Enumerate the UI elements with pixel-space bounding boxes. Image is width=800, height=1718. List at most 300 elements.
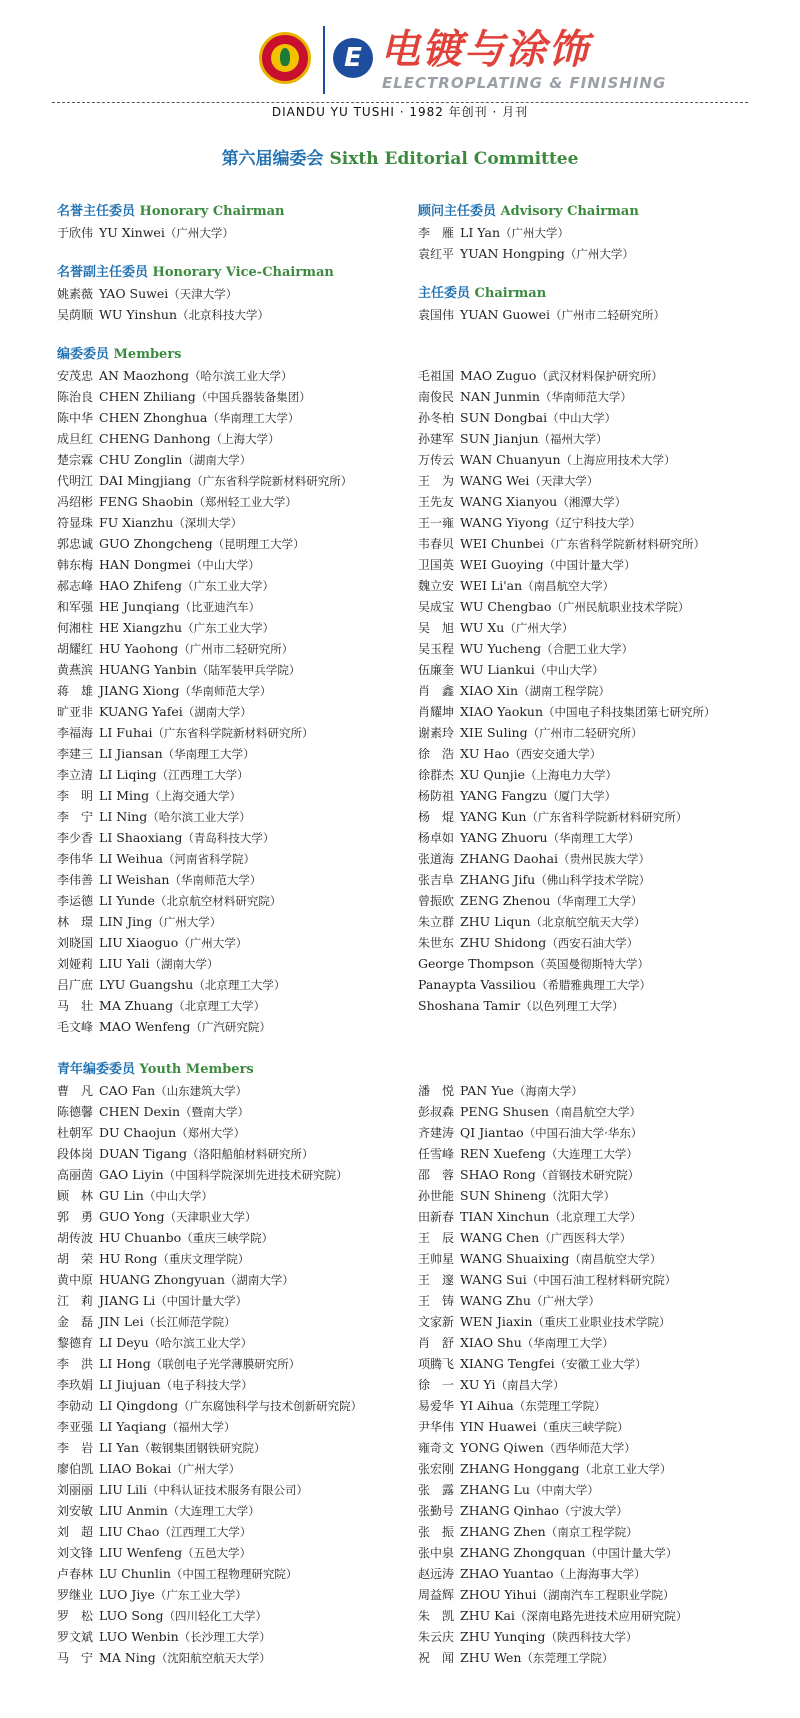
journal-name-en: ELECTROPLATING & FINISHING bbox=[382, 74, 667, 92]
member-name-cn: 李伟善 bbox=[57, 873, 94, 887]
member-affiliation: （福州大学） bbox=[538, 432, 608, 446]
member-affiliation: （中山大学） bbox=[143, 1189, 213, 1203]
member-affiliation: （电子科技大学） bbox=[160, 1378, 253, 1392]
member-name-en: JIANG Xiong bbox=[99, 683, 180, 698]
member-affiliation: （深圳大学） bbox=[173, 516, 243, 530]
member-name-cn: 吴 旭 bbox=[418, 621, 455, 635]
member-name-cn: 蒋 雄 bbox=[57, 684, 94, 698]
committee-member bbox=[57, 1626, 362, 1647]
member-name-cn: 王 邃 bbox=[418, 1273, 455, 1287]
member-affiliation: （辽宁科技大学） bbox=[548, 516, 641, 530]
committee-member bbox=[418, 407, 716, 428]
member-name-cn: 李立清 bbox=[57, 768, 94, 782]
member-name-en: LI Hong bbox=[99, 1356, 151, 1371]
committee-member bbox=[57, 283, 334, 304]
member-name-en: HE Junqiang bbox=[99, 599, 180, 614]
member-name-cn: 刘娅莉 bbox=[57, 957, 94, 971]
committee-member bbox=[418, 1311, 687, 1332]
section-members-left bbox=[57, 344, 352, 1037]
member-affiliation: （比亚迪汽车） bbox=[179, 600, 261, 614]
section-members-right bbox=[418, 365, 716, 1016]
member-name-en: ZHANG Qinhao bbox=[460, 1503, 559, 1518]
member-affiliation: （暨南大学） bbox=[180, 1105, 250, 1119]
member-name-cn: 曹 凡 bbox=[57, 1084, 94, 1098]
committee-member bbox=[57, 806, 352, 827]
member-name-cn: 王 为 bbox=[418, 474, 455, 488]
committee-member bbox=[57, 848, 352, 869]
member-affiliation: （华南师范大学） bbox=[169, 873, 262, 887]
member-affiliation: （广州大学） bbox=[178, 936, 248, 950]
committee-member bbox=[57, 1563, 362, 1584]
member-name-en: WAN Chuanyun bbox=[460, 452, 561, 467]
member-affiliation: （广州大学） bbox=[504, 621, 574, 635]
committee-member bbox=[57, 1437, 362, 1458]
committee-member bbox=[418, 1227, 687, 1248]
member-affiliation: （广州大学） bbox=[500, 226, 570, 240]
member-name-en: PENG Shusen bbox=[460, 1104, 549, 1119]
committee-member bbox=[418, 1122, 687, 1143]
member-name-en: PAN Yue bbox=[460, 1083, 514, 1098]
member-name-en: WEI Chunbei bbox=[460, 536, 545, 551]
member-affiliation: （上海海事大学） bbox=[553, 1567, 646, 1581]
committee-member bbox=[57, 827, 352, 848]
member-name-en: XU Qunjie bbox=[460, 767, 526, 782]
member-affiliation: （长沙理工大学） bbox=[178, 1630, 271, 1644]
member-name-en: LI Fuhai bbox=[99, 725, 153, 740]
committee-member bbox=[418, 1437, 687, 1458]
member-name-cn: 马 壮 bbox=[57, 999, 94, 1013]
member-name-cn: 王 辰 bbox=[418, 1231, 455, 1245]
member-affiliation: （沈阳航空航天大学） bbox=[155, 1651, 271, 1665]
member-name-en: HU Yaohong bbox=[99, 641, 179, 656]
member-name-en: LIU Wenfeng bbox=[99, 1545, 183, 1560]
committee-member bbox=[57, 1016, 352, 1037]
member-name-en: YAO Suwei bbox=[99, 286, 169, 301]
member-name-cn: 符显珠 bbox=[57, 516, 94, 530]
member-name-en: XIAO Xin bbox=[460, 683, 519, 698]
member-affiliation: （东莞理工学院） bbox=[521, 1651, 614, 1665]
committee-member bbox=[57, 974, 352, 995]
member-name-cn: 谢素玲 bbox=[418, 726, 455, 740]
member-name-en: YANG Fangzu bbox=[460, 788, 548, 803]
committee-member bbox=[57, 869, 352, 890]
member-affiliation: （重庆工业职业技术学院） bbox=[532, 1315, 671, 1329]
member-affiliation: （南昌航空大学） bbox=[569, 1252, 662, 1266]
member-affiliation: （武汉材料保护研究所） bbox=[536, 369, 663, 383]
member-name-en: QI Jiantao bbox=[460, 1125, 524, 1140]
member-affiliation: （西华师范大学） bbox=[543, 1441, 636, 1455]
member-name-cn: 李 洪 bbox=[57, 1357, 94, 1371]
committee-member bbox=[57, 1269, 362, 1290]
logo-divider bbox=[323, 26, 325, 94]
member-name-en: SUN Jianjun bbox=[460, 431, 539, 446]
committee-member bbox=[57, 1101, 362, 1122]
committee-member bbox=[57, 449, 352, 470]
member-affiliation: （重庆三峡学院） bbox=[181, 1231, 274, 1245]
member-name-en: WU Xu bbox=[460, 620, 505, 635]
member-name-en: LI Liqing bbox=[99, 767, 157, 782]
member-affiliation: （哈尔滨工业大学） bbox=[188, 369, 293, 383]
member-affiliation: （湖南汽车工程职业学院） bbox=[536, 1588, 675, 1602]
member-name-en: LIU Yali bbox=[99, 956, 150, 971]
member-affiliation: （哈尔滨工业大学） bbox=[148, 1336, 253, 1350]
member-name-cn: 齐建涛 bbox=[418, 1126, 455, 1140]
committee-member bbox=[418, 1479, 687, 1500]
member-affiliation: （南昌航空大学） bbox=[548, 1105, 641, 1119]
member-affiliation: （中南大学） bbox=[529, 1483, 599, 1497]
committee-member bbox=[418, 995, 716, 1016]
member-name-cn: 郭 勇 bbox=[57, 1210, 94, 1224]
member-affiliation: （佛山科学技术学院） bbox=[535, 873, 651, 887]
member-affiliation: （上海交通大学） bbox=[149, 789, 242, 803]
committee-member bbox=[57, 1647, 362, 1668]
member-name-cn: 徐 一 bbox=[418, 1378, 455, 1392]
committee-member bbox=[57, 764, 352, 785]
member-name-cn: 项腾飞 bbox=[418, 1357, 455, 1371]
member-affiliation: （广东腐蚀科学与技术创新研究院） bbox=[178, 1399, 363, 1413]
member-affiliation: （中山大学） bbox=[534, 663, 604, 677]
committee-member bbox=[57, 995, 352, 1016]
member-name-en: MA Ning bbox=[99, 1650, 156, 1665]
member-affiliation: （山东建筑大学） bbox=[155, 1084, 248, 1098]
member-name-cn: 旷亚非 bbox=[57, 705, 94, 719]
member-affiliation: （湖南大学） bbox=[182, 453, 252, 467]
member-name-cn: 姚素薇 bbox=[57, 287, 94, 301]
member-name-cn: 张中泉 bbox=[418, 1546, 455, 1560]
member-affiliation: （合肥工业大学） bbox=[541, 642, 634, 656]
committee-member bbox=[57, 1416, 362, 1437]
member-name-en: CHEN Zhonghua bbox=[99, 410, 208, 425]
member-affiliation: （广州大学） bbox=[530, 1294, 600, 1308]
committee-member bbox=[418, 533, 716, 554]
committee-member bbox=[418, 701, 716, 722]
member-affiliation: （南昌航空大学） bbox=[522, 579, 615, 593]
member-name-en: WANG Shuaixing bbox=[460, 1251, 570, 1266]
committee-member bbox=[418, 491, 716, 512]
member-name-en: LIU Chao bbox=[99, 1524, 160, 1539]
committee-member bbox=[57, 575, 352, 596]
member-name-cn: 朱云庆 bbox=[418, 1630, 455, 1644]
member-name-en: LIU Lili bbox=[99, 1482, 148, 1497]
member-name-cn: 尹华伟 bbox=[418, 1420, 455, 1434]
member-name-cn: 罗文斌 bbox=[57, 1630, 94, 1644]
member-name-en: ZHANG Zhongquan bbox=[460, 1545, 586, 1560]
member-name-cn: 肖 舒 bbox=[418, 1336, 455, 1350]
member-name-en: WEI Li'an bbox=[460, 578, 523, 593]
member-affiliation: （中山大学） bbox=[547, 411, 617, 425]
member-affiliation: （湘潭大学） bbox=[557, 495, 627, 509]
committee-member bbox=[57, 1584, 362, 1605]
committee-member bbox=[418, 1563, 687, 1584]
member-name-cn: 彭叔森 bbox=[418, 1105, 455, 1119]
member-name-cn: 李 宁 bbox=[57, 810, 94, 824]
member-name-cn: 卢春林 bbox=[57, 1567, 94, 1581]
member-affiliation: （中国电子科技集团第七研究所） bbox=[543, 705, 716, 719]
member-name-en: HU Chuanbo bbox=[99, 1230, 182, 1245]
committee-member bbox=[418, 722, 716, 743]
member-name-en: LUO Jiye bbox=[99, 1587, 155, 1602]
member-affiliation: （天津大学） bbox=[168, 287, 238, 301]
member-name-en: LI Weihua bbox=[99, 851, 164, 866]
member-name-en: ZHU Liqun bbox=[460, 914, 531, 929]
section-heading bbox=[57, 201, 284, 222]
committee-member bbox=[418, 911, 716, 932]
member-name-en: YI Aihua bbox=[460, 1398, 514, 1413]
member-name-cn: 陈德馨 bbox=[57, 1105, 94, 1119]
member-name-cn: 刘晓国 bbox=[57, 936, 94, 950]
member-name-en: LI Weishan bbox=[99, 872, 170, 887]
committee-member bbox=[418, 1647, 687, 1668]
member-name-cn: 和军强 bbox=[57, 600, 94, 614]
member-name-cn: 李勍动 bbox=[57, 1399, 94, 1413]
member-affiliation: （洛阳船舶材料研究所） bbox=[186, 1147, 314, 1161]
member-name-cn: 顾 林 bbox=[57, 1189, 94, 1203]
section-heading-en: Honorary Chairman bbox=[139, 204, 285, 219]
section-honorary-chairman bbox=[57, 201, 284, 243]
member-name-en: LYU Guangshu bbox=[99, 977, 194, 992]
member-name-en: ZENG Zhenou bbox=[460, 893, 551, 908]
member-name-cn: 林 璟 bbox=[57, 915, 94, 929]
section-heading-en: Honorary Vice-Chairman bbox=[152, 265, 334, 280]
member-affiliation: （厦门大学） bbox=[547, 789, 617, 803]
member-name-en: XIE Suling bbox=[460, 725, 528, 740]
committee-member bbox=[57, 386, 352, 407]
committee-member bbox=[418, 869, 716, 890]
committee-member bbox=[418, 638, 716, 659]
member-affiliation: （南昌大学） bbox=[495, 1378, 565, 1392]
member-name-cn: 伍廉奎 bbox=[418, 663, 455, 677]
member-affiliation: （中山大学） bbox=[190, 558, 260, 572]
member-name-en: YANG Zhuoru bbox=[460, 830, 548, 845]
member-name-cn: 朱世东 bbox=[418, 936, 455, 950]
committee-member bbox=[57, 1185, 362, 1206]
member-name-cn: 高丽茵 bbox=[57, 1168, 94, 1182]
member-affiliation: （华南理工大学） bbox=[547, 831, 640, 845]
member-name-en: Shoshana Tamir bbox=[418, 998, 521, 1013]
section-heading-en: Members bbox=[113, 347, 182, 362]
member-name-cn: 黎德育 bbox=[57, 1336, 94, 1350]
member-name-cn: 罗 松 bbox=[57, 1609, 94, 1623]
member-name-en: LI Yaqiang bbox=[99, 1419, 167, 1434]
member-name-en: XIAO Shu bbox=[460, 1335, 522, 1350]
committee-member bbox=[418, 1374, 687, 1395]
committee-member bbox=[57, 428, 352, 449]
member-name-cn: 朱立群 bbox=[418, 915, 455, 929]
member-affiliation: （北京科技大学） bbox=[177, 308, 270, 322]
member-name-cn: 吴成宝 bbox=[418, 600, 455, 614]
member-name-en: HAO Zhifeng bbox=[99, 578, 182, 593]
member-name-en: CHU Zonglin bbox=[99, 452, 183, 467]
member-name-en: XU Yi bbox=[460, 1377, 496, 1392]
member-name-en: WEI Guoying bbox=[460, 557, 544, 572]
member-name-en: DUAN Tigang bbox=[99, 1146, 187, 1161]
committee-member bbox=[418, 575, 716, 596]
member-name-en: GAO Liyin bbox=[99, 1167, 164, 1182]
member-affiliation: （湖南工程学院） bbox=[518, 684, 611, 698]
member-affiliation: （广州市二轻研究所） bbox=[527, 726, 643, 740]
member-name-en: LUO Song bbox=[99, 1608, 164, 1623]
committee-member bbox=[57, 911, 352, 932]
member-name-cn: 胡传波 bbox=[57, 1231, 94, 1245]
committee-member bbox=[418, 890, 716, 911]
member-name-en: WU Yinshun bbox=[99, 307, 178, 322]
committee-member bbox=[57, 1332, 362, 1353]
committee-member bbox=[418, 1143, 687, 1164]
member-name-cn: 周益辉 bbox=[418, 1588, 455, 1602]
member-name-cn: 文家新 bbox=[418, 1315, 455, 1329]
member-name-en: YUAN Hongping bbox=[460, 246, 565, 261]
section-heading-cn: 顾问主任委员 bbox=[418, 204, 497, 219]
member-affiliation: （广州市二轻研究所） bbox=[178, 642, 294, 656]
committee-member bbox=[418, 554, 716, 575]
member-name-en: GUO Zhongcheng bbox=[99, 536, 213, 551]
member-affiliation: （宁波大学） bbox=[558, 1504, 628, 1518]
member-name-cn: 张道海 bbox=[418, 852, 455, 866]
committee-member bbox=[418, 953, 716, 974]
section-heading-en: Youth Members bbox=[139, 1062, 254, 1077]
member-affiliation: （陕西科技大学） bbox=[545, 1630, 638, 1644]
member-affiliation: （广州市二轻研究所） bbox=[550, 308, 666, 322]
member-name-en: George Thompson bbox=[418, 956, 535, 971]
member-affiliation: （西安石油大学） bbox=[546, 936, 639, 950]
header-dashed-divider bbox=[52, 102, 748, 103]
committee-member bbox=[57, 1353, 362, 1374]
member-name-en: NAN Junmin bbox=[460, 389, 540, 404]
committee-member bbox=[57, 1605, 362, 1626]
member-name-en: WANG Chen bbox=[460, 1230, 540, 1245]
member-name-cn: 安茂忠 bbox=[57, 369, 94, 383]
committee-member bbox=[418, 428, 716, 449]
member-affiliation: （安徽工业大学） bbox=[554, 1357, 647, 1371]
member-affiliation: （华南理工大学） bbox=[521, 1336, 614, 1350]
member-affiliation: （广东省科学院新材料研究所） bbox=[191, 474, 353, 488]
member-name-cn: 肖耀坤 bbox=[418, 705, 455, 719]
member-name-cn: 赵远涛 bbox=[418, 1567, 455, 1581]
member-name-cn: 孙建军 bbox=[418, 432, 455, 446]
member-name-en: WANG Sui bbox=[460, 1272, 527, 1287]
committee-member bbox=[418, 1185, 687, 1206]
member-affiliation: （广东省科学院新材料研究所） bbox=[544, 537, 706, 551]
member-name-cn: 张 振 bbox=[418, 1525, 455, 1539]
committee-member bbox=[418, 764, 716, 785]
committee-member bbox=[57, 1227, 362, 1248]
committee-member bbox=[57, 491, 352, 512]
member-name-en: ZHU Kai bbox=[460, 1608, 515, 1623]
member-affiliation: （大连理工大学） bbox=[167, 1504, 260, 1518]
member-affiliation: （重庆三峡学院） bbox=[536, 1420, 629, 1434]
member-name-cn: 祝 闻 bbox=[418, 1651, 455, 1665]
member-name-cn: 王先友 bbox=[418, 495, 455, 509]
member-name-cn: 孙世能 bbox=[418, 1189, 455, 1203]
committee-member bbox=[418, 1542, 687, 1563]
committee-member bbox=[57, 1374, 362, 1395]
member-name-cn: 万传云 bbox=[418, 453, 455, 467]
member-name-cn: 任雪峰 bbox=[418, 1147, 455, 1161]
member-name-cn: 朱 凯 bbox=[418, 1609, 455, 1623]
member-name-cn: 陈中华 bbox=[57, 411, 94, 425]
member-affiliation: （江西理工大学） bbox=[159, 1525, 252, 1539]
member-name-en: CHEN Zhiliang bbox=[99, 389, 196, 404]
member-name-en: LI Ning bbox=[99, 809, 148, 824]
member-affiliation: （华南师范大学） bbox=[539, 390, 632, 404]
member-name-cn: 毛文峰 bbox=[57, 1020, 94, 1034]
member-name-en: CHEN Dexin bbox=[99, 1104, 181, 1119]
member-name-en: LIU Anmin bbox=[99, 1503, 168, 1518]
member-name-cn: 徐群杰 bbox=[418, 768, 455, 782]
member-name-en: LIAO Bokai bbox=[99, 1461, 172, 1476]
committee-member bbox=[418, 743, 716, 764]
member-name-cn: 王一雍 bbox=[418, 516, 455, 530]
committee-member bbox=[57, 701, 352, 722]
member-affiliation: （陆军装甲兵学院） bbox=[196, 663, 301, 677]
member-affiliation: （西安交通大学） bbox=[509, 747, 602, 761]
member-name-cn: 郭忠诚 bbox=[57, 537, 94, 551]
member-name-en: SHAO Rong bbox=[460, 1167, 536, 1182]
committee-member bbox=[57, 512, 352, 533]
member-name-cn: 李亚强 bbox=[57, 1420, 94, 1434]
member-affiliation: （联创电子光学薄膜研究所） bbox=[150, 1357, 301, 1371]
member-name-en: JIN Lei bbox=[99, 1314, 144, 1329]
section-heading-en: Chairman bbox=[474, 286, 547, 301]
member-affiliation: （郑州大学） bbox=[176, 1126, 246, 1140]
member-name-cn: 易爱华 bbox=[418, 1399, 455, 1413]
member-name-en: JIANG Li bbox=[99, 1293, 156, 1308]
page-title-cn: 第六届编委会 bbox=[221, 149, 324, 169]
member-affiliation: （中国计量大学） bbox=[543, 558, 636, 572]
member-name-cn: 张 露 bbox=[418, 1483, 455, 1497]
member-name-cn: 于欣伟 bbox=[57, 226, 94, 240]
committee-member bbox=[418, 596, 716, 617]
member-affiliation: （北京理工大学） bbox=[193, 978, 286, 992]
committee-member bbox=[418, 1269, 687, 1290]
member-name-cn: 王帅星 bbox=[418, 1252, 455, 1266]
committee-member bbox=[418, 449, 716, 470]
member-affiliation: （北京理工大学） bbox=[549, 1210, 642, 1224]
member-name-en: YIN Huawei bbox=[460, 1419, 537, 1434]
member-affiliation: （华南理工大学） bbox=[162, 747, 255, 761]
member-name-cn: 李运德 bbox=[57, 894, 94, 908]
member-affiliation: （中国科学院深圳先进技术研究院） bbox=[163, 1168, 348, 1182]
committee-member bbox=[57, 596, 352, 617]
member-name-en: WANG Xianyou bbox=[460, 494, 558, 509]
member-affiliation: （青岛科技大学） bbox=[182, 831, 275, 845]
committee-member bbox=[57, 1143, 362, 1164]
member-name-cn: 郝志峰 bbox=[57, 579, 94, 593]
committee-member bbox=[57, 1080, 362, 1101]
member-name-cn: 张勤号 bbox=[418, 1504, 455, 1518]
member-name-cn: 孙冬柏 bbox=[418, 411, 455, 425]
member-name-en: FU Xianzhu bbox=[99, 515, 174, 530]
member-affiliation: （五邑大学） bbox=[182, 1546, 252, 1560]
member-name-en: HE Xiangzhu bbox=[99, 620, 183, 635]
member-name-en: ZHANG Zhen bbox=[460, 1524, 546, 1539]
committee-member bbox=[418, 1500, 687, 1521]
member-name-en: HUANG Yanbin bbox=[99, 662, 197, 677]
committee-member bbox=[418, 222, 639, 243]
member-name-cn: 李伟华 bbox=[57, 852, 94, 866]
member-name-cn: 张吉阜 bbox=[418, 873, 455, 887]
member-name-cn: 魏立安 bbox=[418, 579, 455, 593]
member-name-cn: 雍奇文 bbox=[418, 1441, 455, 1455]
section-youth-left bbox=[57, 1059, 362, 1668]
committee-member bbox=[418, 785, 716, 806]
member-affiliation: （上海应用技术大学） bbox=[560, 453, 676, 467]
committee-member bbox=[418, 243, 639, 264]
member-name-en: MAO Zuguo bbox=[460, 368, 537, 383]
section-heading-cn: 青年编委委员 bbox=[57, 1062, 136, 1077]
member-name-en: WANG Wei bbox=[460, 473, 530, 488]
committee-member bbox=[57, 1164, 362, 1185]
